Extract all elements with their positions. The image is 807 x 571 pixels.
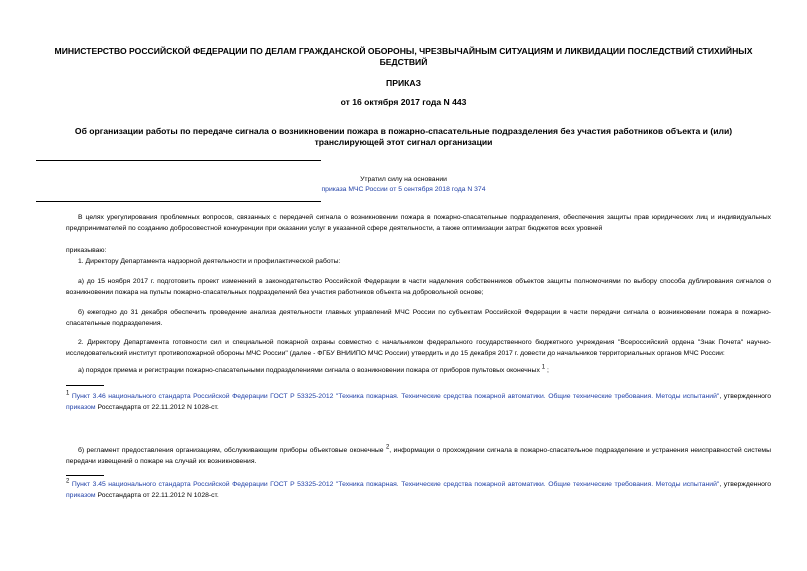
date-number-heading: от 16 октября 2017 года N 443	[340, 97, 467, 107]
separator-top	[36, 160, 321, 161]
footnote-2-mark: 2	[66, 478, 70, 485]
item-2b-end: , информации о прохождении сигнала в пожарно-спасательное подразделение и устранения неисправностей системы передачи извещений о пожаре на случай их возникновения.	[66, 447, 771, 465]
item-2: 2. Директору Департамента готовности сил и специальной пожарной охраны совместно с начальником федерального государственного бюджетного учреждения "Всероссийский ордена "Знак Почета" научно-исследовательский институт противопожарной обороны МЧС России" (далее - ФГБУ ВНИИПО МЧС России) утвердить и до 15 декабря 2017 г. довести до начальников территориальных органов МЧС России:	[66, 339, 771, 357]
item-2b-text: б) регламент предоставления организациям, обслуживающим приборы объектовые оконечные	[78, 447, 384, 454]
footnote-2-text-end: Росстандарта от 22.11.2012 N 1028-ст.	[95, 492, 219, 499]
footnote-ref-2[interactable]: 2	[385, 444, 390, 451]
item-1a: а) до 15 ноября 2017 г. подготовить проект изменений в законодательство Российской Федерации в части наделения собственников объектов защиты полномочиями по выбору способа дублирования сигналов о возникновении пожара на пульты пожарно-спасательных подразделений без участия работников объекта на добровольной основе;	[66, 278, 771, 296]
status-line: Утратил силу на основании	[360, 176, 447, 183]
footnote-separator-1	[66, 385, 104, 386]
item-2a-text: а) порядок приема и регистрации пожарно-спасательными подразделениями сигнала о возникновении пожара от приборов пультовых оконечных	[78, 367, 540, 374]
item-2a	[78, 366, 549, 376]
footnote-2	[66, 479, 771, 501]
footnote-ref-1[interactable]: 1	[541, 364, 546, 371]
footnote-2-order-link[interactable]: приказом	[66, 492, 96, 499]
footnote-separator-2	[66, 475, 104, 476]
doc-type-heading: ПРИКАЗ	[386, 78, 421, 88]
footnote-2-text: , утвержденного	[719, 481, 772, 488]
ministry-heading: МИНИСТЕРСТВО РОССИЙСКОЙ ФЕДЕРАЦИИ ПО ДЕЛАМ ГРАЖДАНСКОЙ ОБОРОНЫ, ЧРЕЗВЫЧАЙНЫМ СИТУАЦИЯМ И ЛИКВИДАЦИИ ПОСЛЕДСТВИЙ СТИХИЙНЫХ БЕДСТВИЙ	[54, 46, 753, 67]
footnote-1-mark: 1	[66, 390, 70, 397]
order-word: приказываю:	[66, 247, 107, 254]
footnote-1-text: , утвержденного	[719, 393, 772, 400]
item-2a-end: ;	[546, 367, 549, 374]
footnote-1	[66, 391, 771, 413]
item-1b: б) ежегодно до 31 декабря обеспечить проведение анализа деятельности главных управлений МЧС России по субъектам Российской Федерации в части передачи сигнала о возникновении пожара в пожарно-спасательные подразделения.	[66, 309, 771, 327]
repeal-order-link[interactable]: приказа МЧС России от 5 сентября 2018 года N 374	[321, 186, 486, 193]
footnote-1-standard-link[interactable]: Пункт 3.46 национального стандарта Российской Федерации ГОСТ Р 53325-2012 "Техника пожарная. Технические средства пожарной автоматики. Общие технические требования. Методы испытаний"	[71, 393, 720, 400]
document-title: Об организации работы по передаче сигнала о возникновении пожара в пожарно-спасательные подразделения без участия работников объекта и (или) транслирующей этот сигнал организации	[74, 126, 733, 147]
footnote-1-order-link[interactable]: приказом	[66, 404, 96, 411]
preamble-paragraph: В целях урегулирования проблемных вопросов, связанных с передачей сигнала о возникновении пожара в пожарно-спасательные подразделения, обеспечения защиты прав юридических лиц и индивидуальных предпринимателей по созданию добросовестной конкуренции при оказании услуг в указанной сфере деятельности, а также оптимизации затрат бюджетов всех уровней	[66, 214, 771, 232]
item-2b	[66, 446, 771, 467]
footnote-2-standard-link[interactable]: Пункт 3.45 национального стандарта Российской Федерации ГОСТ Р 53325-2012 "Техника пожарная. Технические средства пожарной автоматики. Общие технические требования. Методы испытаний"	[71, 481, 720, 488]
item-1: 1. Директору Департамента надзорной деятельности и профилактической работы:	[78, 258, 341, 265]
footnote-1-text-end: Росстандарта от 22.11.2012 N 1028-ст.	[95, 404, 219, 411]
separator-bottom	[36, 201, 321, 202]
